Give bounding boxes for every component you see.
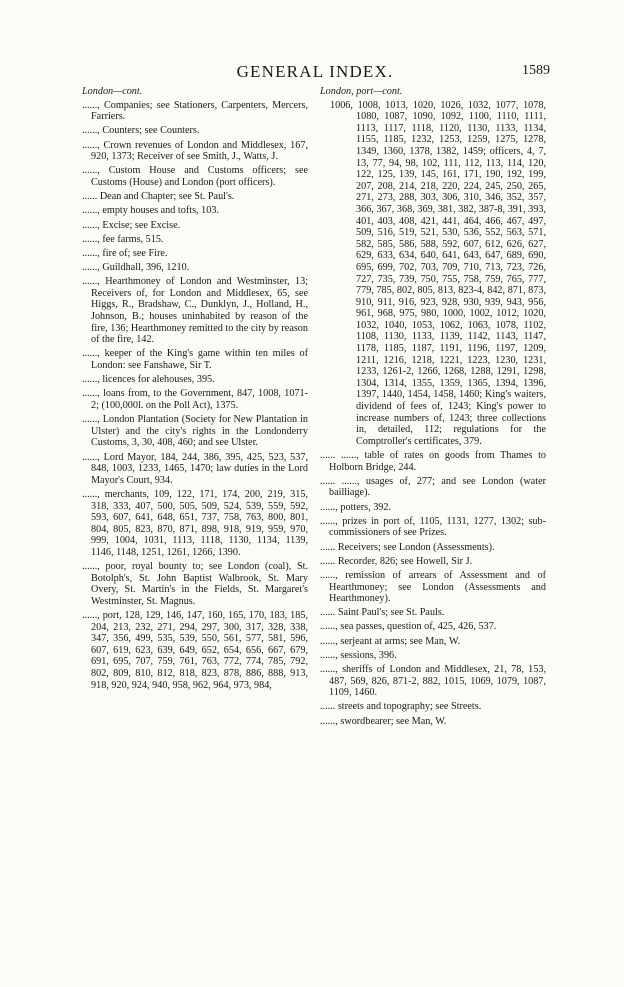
page-header <box>80 62 550 82</box>
left-column-heading: London—cont. <box>82 86 143 97</box>
index-entry: ......, sea passes, question of, 425, 426, 537. <box>320 621 497 633</box>
index-entry: ......, Custom House and Customs officers; see Customs (House) and London (port officers). <box>82 165 308 188</box>
index-entry: ...... Dean and Chapter; see St. Paul's. <box>82 191 235 203</box>
index-entry: ......, fee farms, 515. <box>82 233 164 245</box>
index-entry: ...... Saint Paul's; see St. Pauls. <box>320 607 445 619</box>
index-title: GENERAL INDEX. <box>236 62 394 81</box>
index-entry: ......, potters, 392. <box>320 501 392 513</box>
index-entry: ......, loans from, to the Government, 847, 1008, 1071-2; (100,000l. on the Poll Act), 1375. <box>82 388 308 411</box>
index-entry: ......, Companies; see Stationers, Carpenters, Mercers, Farriers. <box>82 99 308 123</box>
index-entry: ......, keeper of the King's game within ten miles of London: see Fanshawe, Sir T. <box>82 348 308 371</box>
index-entry: ......, Counters; see Counters. <box>82 125 200 137</box>
index-entry: ......, swordbearer; see Man, W. <box>320 715 447 727</box>
right-column <box>320 86 546 730</box>
index-entry: ......, Guildhall, 396, 1210. <box>82 262 190 274</box>
index-entry: ......, empty houses and tofts, 103. <box>82 205 219 217</box>
index-entry: ...... ......, usages of, 277; and see London (water bailliage). <box>320 475 546 499</box>
index-entry: ...... streets and topography; see Streets. <box>320 701 482 713</box>
index-entry: ......, Lord Mayor, 184, 244, 386, 395, 425, 523, 537, 848, 1003, 1233, 1465, 1470; law duties in the Lord Mayor's Court, 934. <box>82 451 308 486</box>
left-column <box>82 86 308 694</box>
index-entry: ......, Hearthmoney of London and Westminster, 13; Receivers of, for London and Middlesex, 65, see Higgs, R., Bradshaw, C., Dunklyn, J., Holland, H., Johnson, B.; houses uninhabited by reason of the fire, 136; Hearthmoney remitted to the city by reason of the fire, 142. <box>82 276 308 346</box>
index-entry: ......, sessions, 396. <box>320 649 397 661</box>
index-entry: ......, remission of arrears of Assessment and of Hearthmoney; see London (Assessments and Hearthmoney). <box>320 569 546 605</box>
index-entry: ...... ......, table of rates on goods from Thames to Holborn Bridge, 244. <box>320 450 546 473</box>
index-entry: ......, fire of; see Fire. <box>82 247 168 259</box>
index-entry: ......, poor, royal bounty to; see London (coal), St. Botolph's, St. John Baptist Walbrook, St. Mary Overy, St. Martin's in the Fields, St. Margaret's Westminster, St. Magnus. <box>82 561 308 607</box>
page-number: 1589 <box>522 63 550 78</box>
right-column-heading: London, port—cont. <box>320 86 403 97</box>
index-entry: ......, Crown revenues of London and Middlesex, 167, 920, 1373; Receiver of see Smith, J., Watts, J. <box>82 139 308 163</box>
index-entry: ......, merchants, 109, 122, 171, 174, 200, 219, 315, 318, 333, 407, 500, 505, 509, 524, 539, 559, 592, 593, 607, 641, 648, 651, 737, 758, 763, 800, 801, 804, 805, 823, 870, 871, 898, 918, 919, 959, 970, 999, 1004, 1031, 1113, 1118, 1130, 1134, 1139, 1146, 1148, 1251, 1261, 1266, 1390. <box>82 488 308 558</box>
index-entry: ...... Recorder, 826; see Howell, Sir J. <box>320 555 473 567</box>
index-entry: ......, prizes in port of, 1105, 1131, 1277, 1302; sub-commissioners of see Prizes. <box>320 515 546 539</box>
index-entry: ...... Receivers; see London (Assessments). <box>320 541 495 553</box>
index-entry: ......, sheriffs of London and Middlesex, 21, 78, 153, 487, 569, 826, 871-2, 882, 1015, 1069, 1079, 1087, 1109, 1460. <box>320 664 546 699</box>
index-entry: 1006, 1008, 1013, 1020, 1026, 1032, 1077, 1078, 1080, 1087, 1090, 1092, 1100, 1110, 1111, 1113, 1117, 1118, 1120, 1130, 1133, 1134, 1155, 1185, 1232, 1253, 1259, 1275, 1278, 1349, 1360, 1378, 1382, 1459; officers, 4, 7, 13, 77, 94, 98, 102, 111, 112, 113, 114, 120, 122, 125, 139, 145, 161, 171, 190, 192, 199, 207, 208, 214, 218, 220, 224, 245, 250, 265, 271, 273, 288, 303, 306, 310, 346, 352, 357, 366, 367, 368, 369, 381, 382, 387-8, 391, 393, 401, 403, 408, 421, 441, 464, 466, 467, 497, 509, 516, 519, 521, 530, 536, 552, 563, 571, 582, 585, 586, 588, 592, 607, 612, 626, 627, 629, 633, 634, 640, 641, 643, 647, 689, 690, 695, 699, 702, 703, 709, 710, 713, 723, 726, 727, 735, 739, 750, 755, 758, 759, 765, 777, 779, 785, 802, 805, 813, 823-4, 842, 871, 873, 910, 911, 916, 923, 928, 930, 939, 943, 956, 961, 968, 975, 980, 1000, 1002, 1012, 1020, 1032, 1040, 1053, 1062, 1063, 1078, 1102, 1108, 1130, 1133, 1139, 1142, 1143, 1147, 1178, 1185, 1187, 1191, 1196, 1197, 1209, 1211, 1216, 1218, 1221, 1223, 1230, 1231, 1233, 1261-2, 1266, 1268, 1288, 1291, 1298, 1304, 1314, 1355, 1359, 1365, 1394, 1396, 1397, 1440, 1454, 1458, 1460; King's waiters, dividend of fees of, 1243; King's power to increase numbers of, 1243; three collections in, detailed, 112; regulations for the Comptroller's certificates, 379. <box>330 99 546 447</box>
index-entry: ......, licences for alehouses, 395. <box>82 374 215 386</box>
index-entry: ......, London Plantation (Society for New Plantation in Ulster) and the city's rights in the Londonderry Customs, 3, 30, 408, 460; and see Ulster. <box>82 414 308 449</box>
index-entry: ......, serjeant at arms; see Man, W. <box>320 635 461 647</box>
index-entry: ......, port, 128, 129, 146, 147, 160, 165, 170, 183, 185, 204, 213, 232, 271, 294, 297, 300, 317, 328, 338, 347, 356, 499, 535, 539, 550, 561, 577, 581, 596, 607, 619, 623, 639, 649, 652, 654, 656, 667, 679, 691, 695, 707, 759, 761, 763, 772, 774, 785, 792, 802, 809, 810, 812, 818, 823, 878, 886, 888, 913, 918, 920, 924, 940, 958, 962, 964, 973, 984, <box>82 610 308 691</box>
index-entry: ......, Excise; see Excise. <box>82 219 181 231</box>
